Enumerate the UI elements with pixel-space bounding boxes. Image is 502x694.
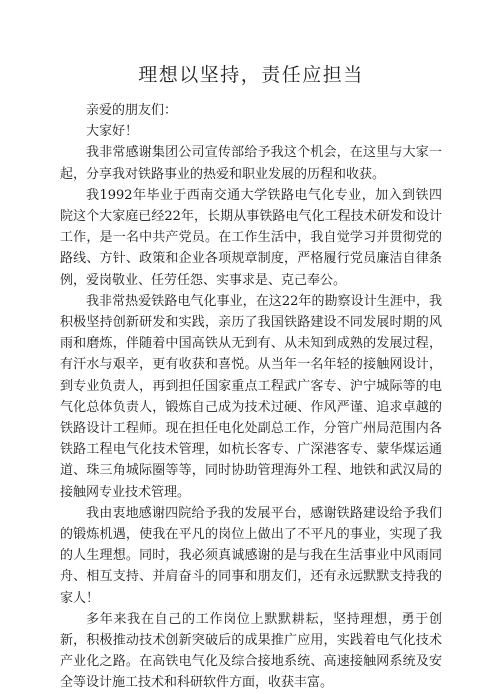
paragraph-3: 我非常热爱铁路电气化事业，在这22年的勘察设计生涯中，我积极坚持创新研发和实践，亲历了我国铁路建设不同发展时期的风雨和磨炼，伴随着中国高铁从无到有、从未知到成熟的发展过程，有汗水与艰辛，更有收获和喜悦。从当年一名年轻的接触网设计，到专业负责人，再到担任国家重点工程武广客专、沪宁城际等的电气化总体负责人，锻炼自己成为技术过硬、作风严谨、追求卓越的铁路设计工程师。现在担任电化处副总工作，分管广州局范围内各铁路工程电气化技术管理，如杭长客专、广深港客专、蒙华煤运通道、珠三角城际圈等等，同时协助管理海外工程、地铁和武汉局的接触网专业技术管理。 [60, 293, 442, 500]
paragraph-5: 多年来我在自己的工作岗位上默默耕耘，坚持理想，勇于创新，积极推动技术创新突破后的成果推广应用，实践着电气化技术产业化之路。在高铁电气化及综合接地系统、高速接触网系统及安全等设计施工技术和科研软件方面，收获丰富。 [60, 611, 442, 691]
letter-body [60, 100, 442, 694]
greeting: 大家好！ [86, 124, 139, 140]
salutation: 亲爱的朋友们： [86, 103, 178, 118]
paragraph-4: 我由衷地感谢四院给予我的发展平台，感谢铁路建设给予我们的锻炼机遇，使我在平凡的岗位上做出了不平凡的事业，实现了我的人生理想。同时，我必须真诚感谢的是与我在生活事业中风雨同舟、相互支持、并肩奋斗的同事和朋友们，还有永远默默支持我的家人！ [60, 505, 442, 606]
document-title: 理想以坚持，责任应担当 [138, 64, 364, 86]
paragraph-1: 我非常感谢集团公司宣传部给予我这个机会，在这里与大家一起，分享我对铁路事业的热爱和职业发展的历程和收获。 [60, 145, 442, 182]
paragraph-2: 我1992年毕业于西南交通大学铁路电气化专业，加入到铁四院这个大家庭已经22年，长期从事铁路电气化工程技术研发和设计工作，是一名中共产党员。在工作生活中，我自觉学习并贯彻党的路线、方针、政策和企业各项规章制度，严格履行党员廉洁自律条例，爱岗敬业、任劳任怨、实事求是、克己奉公。 [60, 187, 442, 288]
